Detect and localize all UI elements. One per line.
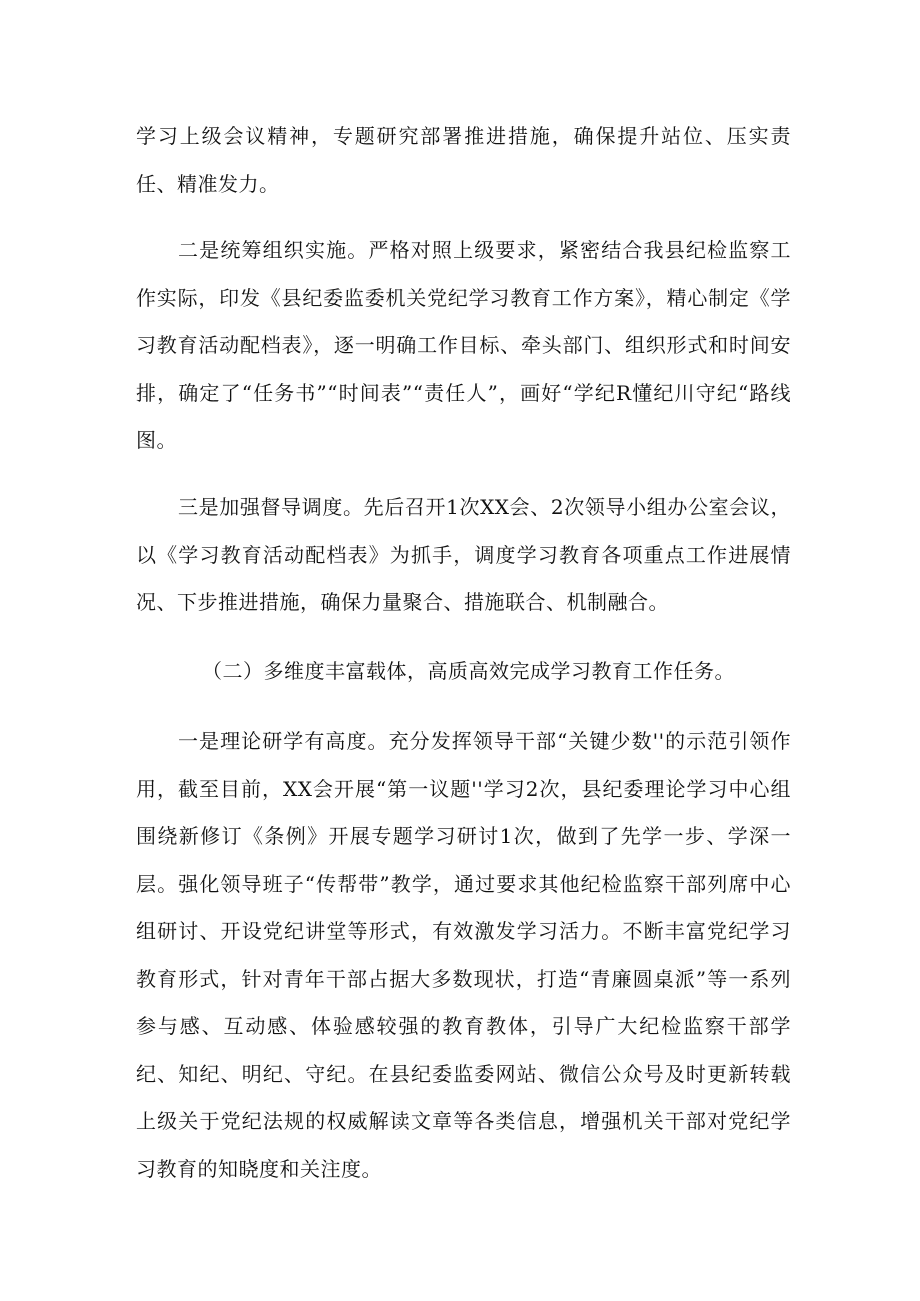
paragraph-supervision: 三是加强督导调度。先后召开1次XX会、2次领导小组办公室会议，以《学习教育活动配档表》为抓手，调度学习教育各项重点工作进展情况、下步推进措施，确保力量聚合、措施联合、机制融合。 (136, 495, 791, 614)
section-heading: （二）多维度丰富载体，高质高效完成学习教育工作任务。 (202, 659, 735, 683)
paragraph-continuation: 学习上级会议精神，专题研究部署推进措施，确保提升站位、压实责任、精准发力。 (136, 124, 791, 196)
paragraph-theory-study: 一是理论研学有高度。充分发挥领导干部“关键少数''的示范引领作用，截至目前，XX会开展“第一议题''学习2次，县纪委理论学习中心组围绕新修订《条例》开展专题学习研讨1次，做到了先学一步、学深一层。强化领导班子“传帮带”教学，通过要求其他纪检监察干部列席中心组研讨、开设党纪讲堂等形式，有效激发学习活力。不断丰富党纪学习教育形式，针对青年干部占据大多数现状，打造“青廉圆桌派”等一系列参与感、互动感、体验感较强的教育教体，引导广大纪检监察干部学纪、知纪、明纪、守纪。在县纪委监委网站、微信公众号及时更新转载上级关于党纪法规的权威解读文章等各类信息，增强机关干部对党纪学习教育的知晓度和关注度。 (136, 729, 791, 1181)
paragraph-coordinate-implementation: 二是统筹组织实施。严格对照上级要求，紧密结合我县纪检监察工作实际，印发《县纪委监委机关党纪学习教育工作方案》，精心制定《学习教育活动配档表》，逐一明确工作目标、牵头部门、组织形式和时间安排，确定了“任务书”“时间表”“责任人”，画好“学纪R懂纪川守纪“路线图。 (136, 238, 791, 452)
